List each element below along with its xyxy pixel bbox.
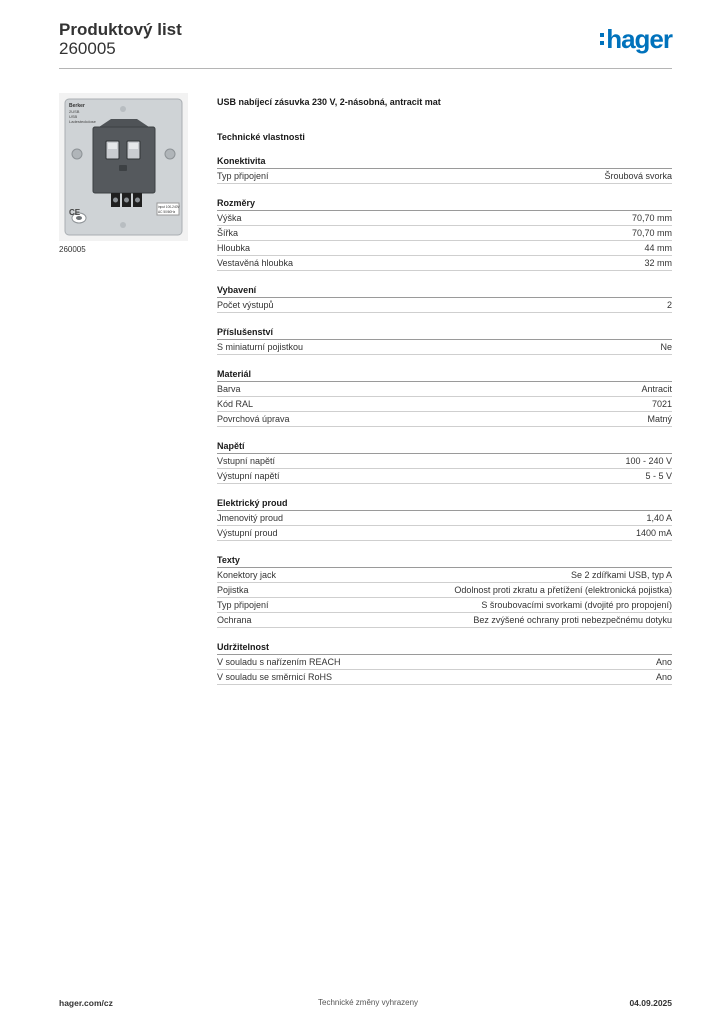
spec-label: Vstupní napětí xyxy=(217,456,276,466)
spec-value: S šroubovacími svorkami (dvojité pro propojení) xyxy=(481,600,672,610)
spec-value: 7021 xyxy=(651,399,672,409)
spec-row xyxy=(217,169,672,184)
spec-row xyxy=(217,526,672,541)
spec-row xyxy=(217,382,672,397)
spec-value: 44 mm xyxy=(644,243,672,253)
spec-value: Ano xyxy=(655,657,672,667)
spec-value: 32 mm xyxy=(644,258,672,268)
spec-row xyxy=(217,568,672,583)
spec-value: Matný xyxy=(647,414,672,424)
spec-row xyxy=(217,397,672,412)
spec-group xyxy=(217,155,672,184)
spec-group xyxy=(217,368,672,427)
image-label-line: Berker xyxy=(69,103,85,109)
spec-group-heading: Materiál xyxy=(217,368,672,382)
spec-row xyxy=(217,298,672,313)
spec-label: Šířka xyxy=(217,228,239,238)
spec-group xyxy=(217,284,672,313)
product-number: 260005 xyxy=(59,39,116,58)
spec-group-heading: Texty xyxy=(217,554,672,568)
spec-label: Počet výstupů xyxy=(217,300,274,310)
spec-group-heading: Udržitelnost xyxy=(217,641,672,655)
logo-colon-icon xyxy=(600,33,604,45)
image-label-line: 2USB xyxy=(69,109,80,114)
spec-value: 100 - 240 V xyxy=(625,456,672,466)
spec-label: Povrchová úprava xyxy=(217,414,290,424)
spec-label: Hloubka xyxy=(217,243,251,253)
spec-label: Výstupní proud xyxy=(217,528,278,538)
spec-group-heading: Napětí xyxy=(217,440,672,454)
spec-value: 1400 mA xyxy=(635,528,672,538)
page-title: Produktový list xyxy=(59,20,182,39)
spec-value: Bez zvýšené ochrany proti nebezpečnému dotyku xyxy=(473,615,672,625)
spec-label: Typ připojení xyxy=(217,171,269,181)
spec-group xyxy=(217,641,672,685)
spec-row xyxy=(217,454,672,469)
spec-label: Výstupní napětí xyxy=(217,471,280,481)
footer-website-link[interactable]: hager.com/cz xyxy=(59,998,113,1008)
spec-row xyxy=(217,583,672,598)
spec-value: 70,70 mm xyxy=(631,228,672,238)
spec-row xyxy=(217,469,672,484)
footer-date: 04.09.2025 xyxy=(629,998,672,1008)
spec-label: Kód RAL xyxy=(217,399,254,409)
logo-text: hager xyxy=(606,24,672,54)
spec-label: Výška xyxy=(217,213,242,223)
spec-value: 1,40 A xyxy=(646,513,672,523)
spec-label: Pojistka xyxy=(217,585,249,595)
usb-socket-illustration xyxy=(59,93,188,241)
spec-row xyxy=(217,226,672,241)
spec-group xyxy=(217,440,672,484)
spec-group xyxy=(217,497,672,541)
spec-row xyxy=(217,598,672,613)
spec-value: Se 2 zdířkami USB, typ A xyxy=(570,570,672,580)
image-label-line: USB xyxy=(69,114,78,119)
spec-label: Konektory jack xyxy=(217,570,277,580)
spec-row xyxy=(217,340,672,355)
spec-row xyxy=(217,412,672,427)
spec-label: V souladu se směrnicí RoHS xyxy=(217,672,333,682)
spec-label: S miniaturní pojistkou xyxy=(217,342,304,352)
image-rating-line: AC 50/60Hz xyxy=(158,210,176,214)
header-divider xyxy=(59,68,672,69)
spec-label: V souladu s nařízením REACH xyxy=(217,657,341,667)
footer-note: Technické změny vyhrazeny xyxy=(318,998,419,1007)
spec-value: 5 - 5 V xyxy=(645,471,672,481)
image-label-line: Ladesteckdose xyxy=(69,119,96,124)
image-rating-line: input 100-240V xyxy=(158,205,180,209)
spec-label: Typ připojení xyxy=(217,600,269,610)
spec-row xyxy=(217,241,672,256)
spec-label: Ochrana xyxy=(217,615,252,625)
spec-value: Šroubová svorka xyxy=(604,171,672,181)
spec-label: Barva xyxy=(217,384,241,394)
section-title: Technické vlastnosti xyxy=(217,132,305,142)
spec-row xyxy=(217,211,672,226)
spec-group xyxy=(217,197,672,271)
spec-value: Odolnost proti zkratu a přetížení (elektronická pojistka) xyxy=(454,585,672,595)
spec-content xyxy=(217,96,672,698)
spec-row xyxy=(217,511,672,526)
product-title: USB nabíjecí zásuvka 230 V, 2-násobná, antracit mat xyxy=(217,97,441,107)
spec-group-heading: Vybavení xyxy=(217,284,672,298)
spec-group-heading: Konektivita xyxy=(217,155,672,169)
spec-value: Antracit xyxy=(641,384,672,394)
hager-logo[interactable] xyxy=(600,26,672,52)
spec-group-heading: Elektrický proud xyxy=(217,497,672,511)
spec-groups xyxy=(217,155,672,685)
spec-value: 2 xyxy=(666,300,672,310)
image-caption: 260005 xyxy=(59,245,86,254)
spec-value: Ne xyxy=(660,342,672,352)
spec-group xyxy=(217,326,672,355)
spec-label: Jmenovitý proud xyxy=(217,513,284,523)
spec-row xyxy=(217,256,672,271)
spec-row xyxy=(217,655,672,670)
spec-label: Vestavěná hloubka xyxy=(217,258,294,268)
svg-text:CE: CE xyxy=(69,208,81,217)
spec-group-heading: Příslušenství xyxy=(217,326,672,340)
product-image xyxy=(59,93,188,241)
spec-row xyxy=(217,670,672,685)
spec-group-heading: Rozměry xyxy=(217,197,672,211)
spec-value: Ano xyxy=(655,672,672,682)
spec-value: 70,70 mm xyxy=(631,213,672,223)
spec-row xyxy=(217,613,672,628)
spec-group xyxy=(217,554,672,628)
